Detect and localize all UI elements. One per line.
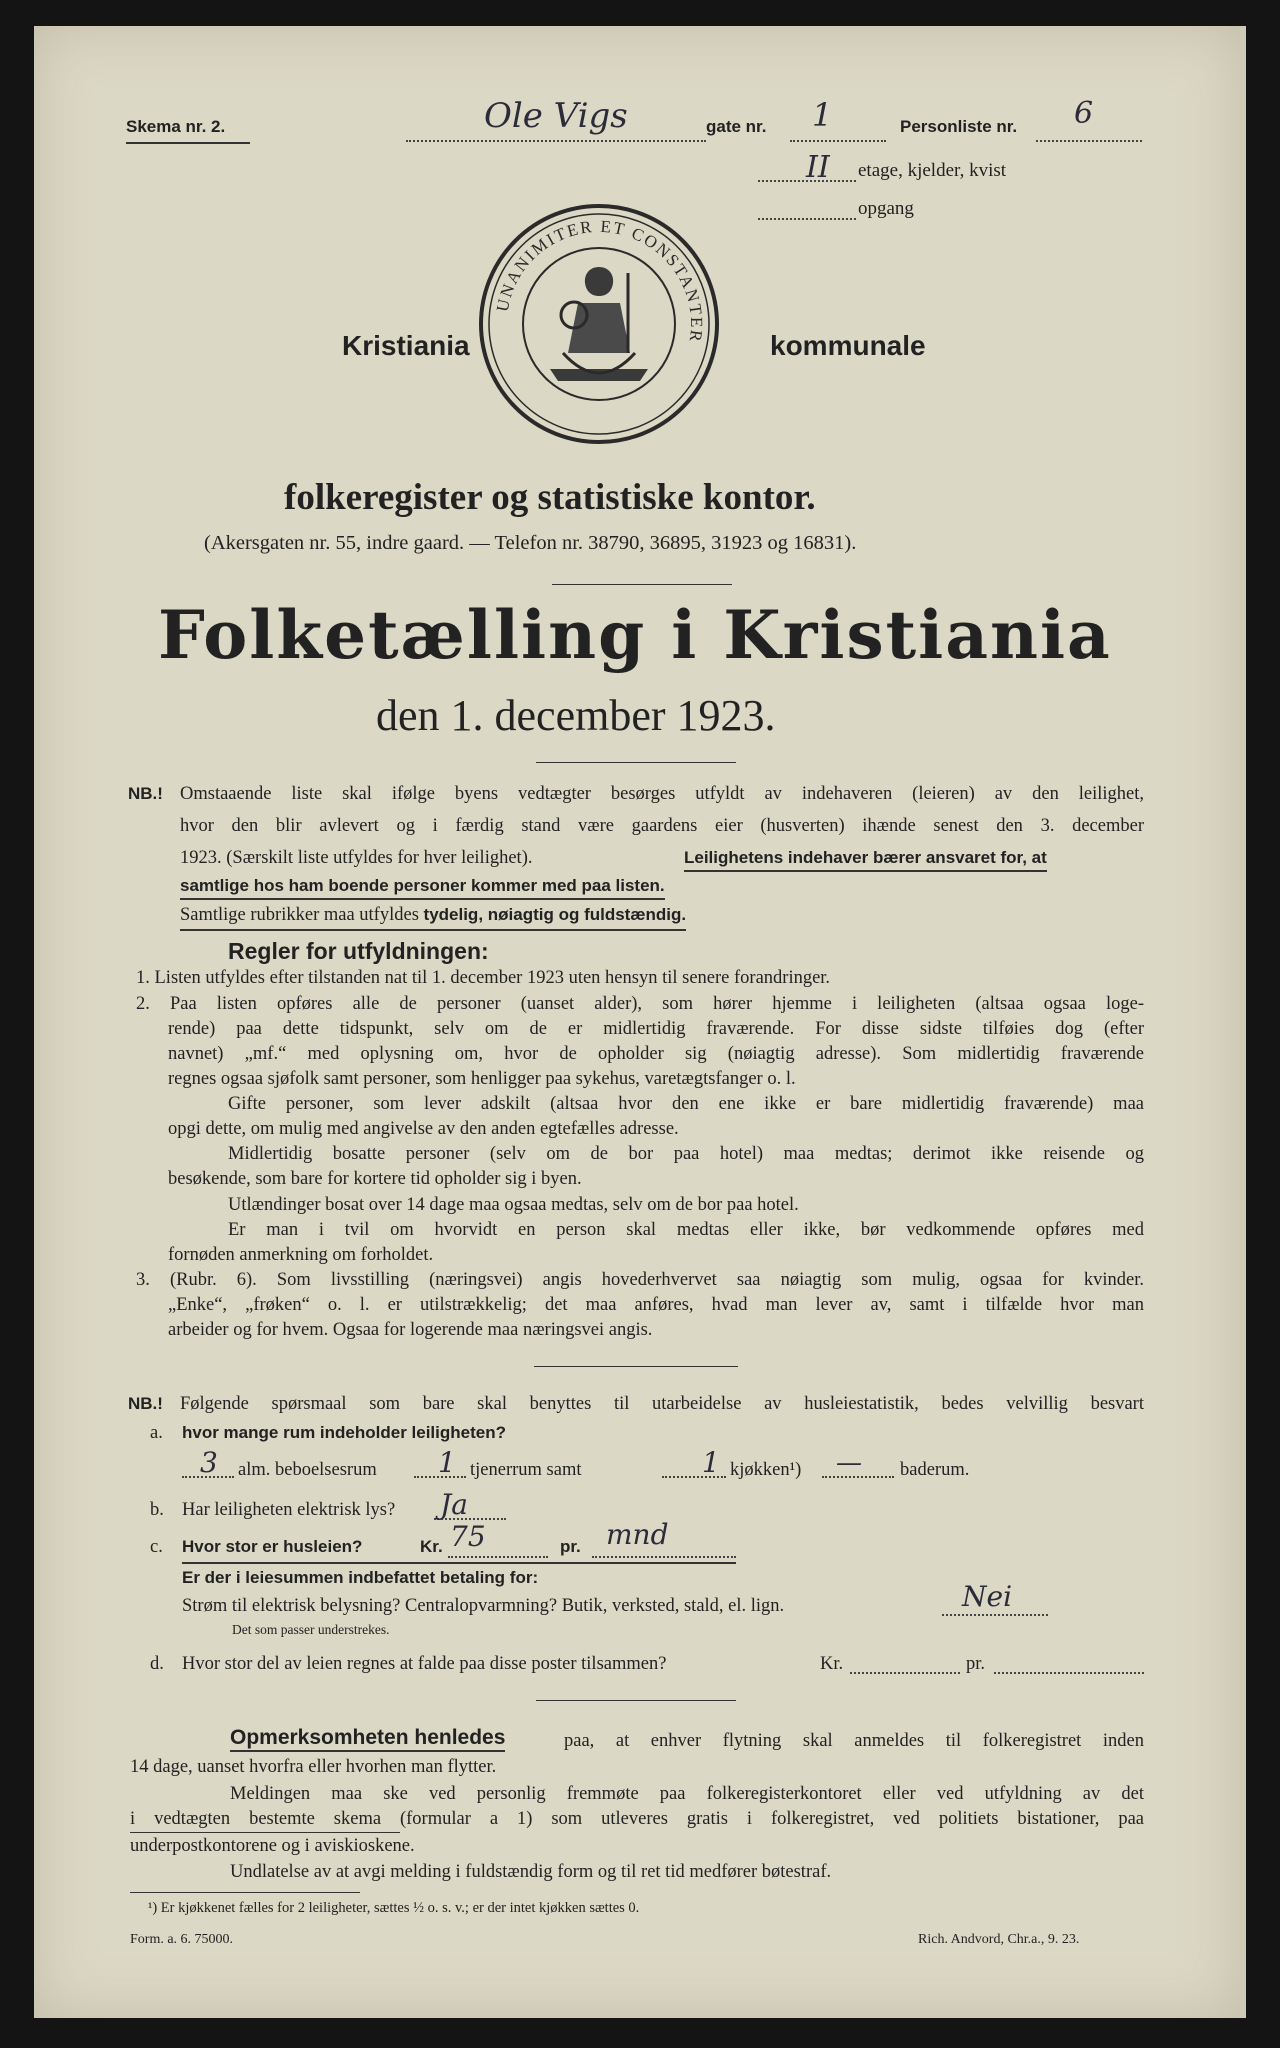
printer-imprint: Rich. Andvord, Chr.a., 9. 23. bbox=[918, 1932, 1080, 1947]
c-period-value: mnd bbox=[606, 1518, 669, 1551]
question-c-text: Hvor stor er husleien? bbox=[182, 1537, 363, 1556]
question-a-text: hvor mange rum indeholder leiligheten? bbox=[182, 1423, 506, 1442]
nb1-rubrikker-text: Samtlige rubrikker maa utfyldes bbox=[180, 905, 419, 925]
c-amount-value: 75 bbox=[450, 1520, 486, 1553]
rule-line-15: arbeider og for hvem. Ogsaa for logerende maa næringsvei angis. bbox=[168, 1320, 653, 1340]
question-a-label: a. bbox=[150, 1423, 163, 1443]
d-pr-label: pr. bbox=[966, 1654, 986, 1674]
rule-line-7: opgi dette, om mulig med angivelse av den anden egtefælles adresse. bbox=[168, 1119, 679, 1139]
rule-line-5: regnes ogsaa sjøfolk samt personer, som henligger paa sykehus, varetægtsfanger o. l. bbox=[168, 1069, 796, 1089]
notice-line-3: Meldingen maa ske ved personlig fremmøte paa folkeregisterkontoret eller ved utfyldning av det bbox=[230, 1784, 1144, 1804]
street-name-handwritten: Ole Vigs bbox=[484, 96, 628, 136]
form-number: Form. a. 6. 75000. bbox=[130, 1932, 234, 1947]
d-kr-label: Kr. bbox=[820, 1654, 844, 1674]
floor-label: etage, kjelder, kvist bbox=[858, 160, 1007, 181]
date-title: den 1. december 1923. bbox=[376, 691, 776, 740]
c-items-line bbox=[942, 1614, 1048, 1616]
tjener-label: tjenerrum samt bbox=[470, 1460, 582, 1480]
rule-line-14: „Enke“, „frøken“ o. l. er utilstrækkelig; det maa anføres, hvad man lever av, samt i tilfælde hvor man bbox=[168, 1295, 1144, 1315]
question-b-text: Har leiligheten elektrisk lys? bbox=[182, 1500, 396, 1520]
nb1-label: NB.! bbox=[128, 784, 163, 803]
divider-2 bbox=[536, 762, 736, 763]
rule-line-12: fornøden anmerkning om forholdet. bbox=[168, 1245, 434, 1265]
city-seal-emblem bbox=[478, 203, 720, 445]
notice-heading: Opmerksomheten henledes bbox=[230, 1726, 505, 1752]
rule-line-3: rende) paa dette tidspunkt, selv om de er midlertidig fraværende. For disse sidste tilføies dog (efter bbox=[168, 1019, 1144, 1039]
rule-line-13: 3. (Rubr. 6). Som livsstilling (næringsvei) angis hovederhvervet saa nøiagtig som mulig, ogsaa for kvinder. bbox=[136, 1270, 1144, 1290]
notice-line-4: i vedtægten bestemte skema (formular a 1) som utleveres gratis i folkeregistret, ved politiets bistationer, paa bbox=[130, 1809, 1144, 1829]
d-period-line bbox=[994, 1672, 1144, 1674]
schema-number: Skema nr. 2. bbox=[126, 117, 226, 136]
rule-line-4: navnet) „mf.“ med oplysning om, hvor de opholder sig (nøiagtig adresse). Som midlertidig fraværende bbox=[168, 1044, 1144, 1064]
question-d-text: Hvor stor del av leien regnes at falde paa disse poster tilsammen? bbox=[182, 1654, 667, 1674]
divider-3 bbox=[534, 1366, 738, 1367]
office-title: folkeregister og statistiske kontor. bbox=[284, 477, 816, 518]
notice-line-2: 14 dage, uanset hvorfra eller hvorhen man flytter. bbox=[130, 1757, 497, 1777]
c-note: Det som passer understrekes. bbox=[232, 1622, 390, 1637]
rooms-label: alm. beboelsesrum bbox=[238, 1460, 377, 1480]
notice-line-5: underpostkontorene og i aviskioskene. bbox=[130, 1836, 415, 1856]
footnote-rule bbox=[130, 1892, 360, 1893]
bad-value: — bbox=[836, 1448, 862, 1478]
floor-handwritten: II bbox=[806, 150, 830, 185]
c-underline bbox=[182, 1562, 736, 1564]
nb1-line-3: 1923. (Særskilt liste utfyldes for hver leilighet). bbox=[180, 848, 533, 868]
street-name-line bbox=[406, 140, 706, 142]
nb1-tydelig: tydelig, nøiagtig og fuldstændig. bbox=[423, 905, 687, 924]
main-title: Folketælling i Kristiania bbox=[158, 596, 1112, 674]
rules-heading: Regler for utfyldningen: bbox=[228, 938, 489, 964]
rule-line-1: 1. Listen utfyldes efter tilstanden nat til 1. december 1923 uten hensyn til senere forandringer. bbox=[136, 968, 831, 988]
c-sub-question: Er der i leiesummen indbefattet betaling for: bbox=[182, 1568, 539, 1587]
c-period-line bbox=[592, 1556, 736, 1558]
c-amount-line bbox=[448, 1556, 548, 1558]
gate-number-line bbox=[790, 140, 886, 142]
personliste-line bbox=[1036, 140, 1142, 142]
personliste-handwritten: 6 bbox=[1074, 96, 1094, 131]
opgang-label: opgang bbox=[858, 198, 914, 219]
nb1-listen: samtlige hos ham boende personer kommer med paa listen. bbox=[180, 874, 665, 900]
personliste-label: Personliste nr. bbox=[900, 117, 1018, 136]
opgang-line bbox=[758, 218, 856, 220]
kjokken-label: kjøkken¹) bbox=[730, 1460, 802, 1480]
question-c-label: c. bbox=[150, 1537, 163, 1557]
footnote: ¹) Er kjøkkenet fælles for 2 leiligheter, sættes ½ o. s. v.; er der intet kjøkken sættes 0. bbox=[148, 1900, 640, 1916]
schema-underline bbox=[126, 142, 250, 144]
nb1-line-1: Omstaaende liste skal ifølge byens vedtægter besørges utfyldt av indehaveren (leieren) av den leilighet, bbox=[180, 784, 1144, 804]
rule-line-10: Utlændinger bosat over 14 dage maa ogsaa medtas, selv om de bor paa hotel. bbox=[228, 1195, 799, 1215]
nb1-line-2: hvor den blir avlevert og i færdig stand være gaardens eier (husverten) ihænde senest den 3. december bbox=[180, 816, 1144, 836]
skema-underline bbox=[130, 1832, 400, 1833]
notice-line-1: paa, at enhver flytning skal anmeldes til folkeregistret inden bbox=[564, 1731, 1144, 1751]
seal-ring-text: UNANIMITER ET CONSTANTER bbox=[492, 216, 707, 345]
nb2-intro: Følgende spørsmaal som bare skal benyttes til utarbeidelse av husleiestatistik, bedes velvillig besvart bbox=[180, 1394, 1144, 1414]
c-items: Strøm til elektrisk belysning? Centralopvarmning? Butik, verksted, stald, el. lign. bbox=[182, 1596, 785, 1616]
rooms-value: 3 bbox=[200, 1446, 218, 1479]
gate-number-handwritten: 1 bbox=[812, 96, 833, 134]
rule-line-6: Gifte personer, som lever adskilt (altsaa hvor den ene ikke er bare midlertidig fraværende) maa bbox=[228, 1094, 1144, 1114]
question-b-label: b. bbox=[150, 1500, 164, 1520]
d-amount-line bbox=[850, 1672, 960, 1674]
rule-line-2: 2. Paa listen opføres alle de personer (uanset alder), som hører hjemme i leiligheten (altsaa ogsaa loge- bbox=[136, 994, 1144, 1014]
rule-line-11: Er man i tvil om hvorvidt en person skal medtas eller ikke, bør vedkommende opføres med bbox=[228, 1220, 1144, 1240]
divider-4 bbox=[536, 1700, 736, 1701]
rule-line-8: Midlertidig bosatte personer (selv om de bor paa hotel) maa medtas; derimot ikke reisende og bbox=[228, 1144, 1144, 1164]
office-right-word: kommunale bbox=[770, 330, 926, 361]
office-left-word: Kristiania bbox=[342, 330, 470, 361]
divider-1 bbox=[552, 584, 732, 585]
question-d-label: d. bbox=[150, 1654, 164, 1674]
nb2-label: NB.! bbox=[128, 1394, 163, 1413]
gate-label: gate nr. bbox=[706, 117, 767, 136]
nb1-responsibility: Leilighetens indehaver bærer ansvaret for, at bbox=[684, 846, 1047, 872]
c-pr-label: pr. bbox=[560, 1537, 581, 1556]
office-address: (Akersgaten nr. 55, indre gaard. — Telefon nr. 38790, 36895, 31923 og 16831). bbox=[204, 532, 857, 554]
bad-label: baderum. bbox=[900, 1460, 970, 1480]
tjener-value: 1 bbox=[438, 1446, 456, 1479]
c-items-value: Nei bbox=[962, 1580, 1013, 1613]
c-kr-label: Kr. bbox=[420, 1537, 443, 1556]
nb1-rubrikker bbox=[180, 902, 686, 931]
b-answer-value: Ja bbox=[440, 1488, 468, 1521]
kjokken-value: 1 bbox=[702, 1446, 720, 1479]
rule-line-9: besøkende, som bare for kortere tid opholder sig i byen. bbox=[168, 1169, 582, 1189]
notice-line-6: Undlatelse av at avgi melding i fuldstændig form og til ret tid medfører bøtestraf. bbox=[230, 1862, 832, 1882]
